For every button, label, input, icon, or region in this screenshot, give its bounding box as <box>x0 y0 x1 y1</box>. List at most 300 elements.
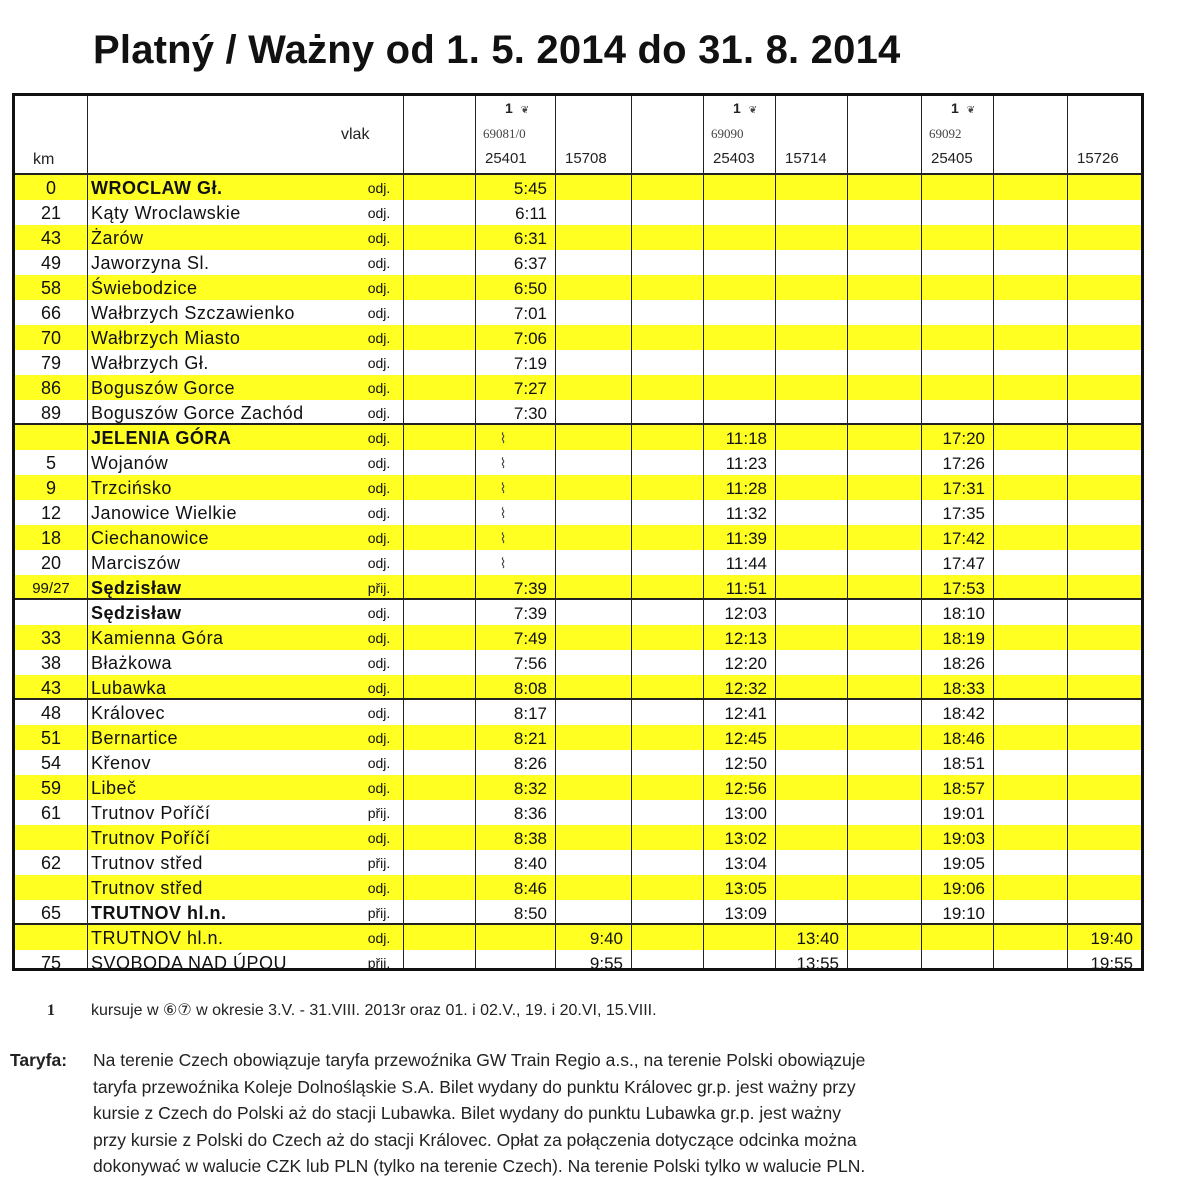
station-name: JELENIA GÓRA <box>91 428 232 448</box>
time-cell <box>1067 575 1133 600</box>
time-cell <box>1067 250 1133 275</box>
arrival-departure-label: odj. <box>367 555 391 571</box>
timetable-row <box>15 750 1141 775</box>
time-cell <box>703 925 767 950</box>
km-cell: 70 <box>40 328 62 348</box>
station-name: Kąty Wroclawskie <box>91 203 241 223</box>
arrival-departure-label: přij. <box>367 580 391 596</box>
time-cell <box>555 425 623 450</box>
train-mark: 1 <box>505 100 513 116</box>
arrival-departure-label: odj. <box>367 930 391 946</box>
grid-line <box>1067 96 1068 968</box>
time-cell <box>555 200 623 225</box>
time-cell <box>775 550 839 575</box>
time-cell <box>1067 775 1133 800</box>
timetable-row <box>15 600 1141 625</box>
time-cell: 12:32 <box>724 679 767 698</box>
km-cell: 12 <box>40 503 62 523</box>
time-cell: 11:44 <box>725 554 767 573</box>
time-cell <box>775 900 839 925</box>
train-number: 15708 <box>565 150 607 167</box>
time-cell: 19:05 <box>942 854 985 873</box>
station-name: Boguszów Gorce Zachód <box>91 403 304 423</box>
station-name: TRUTNOV hl.n. <box>91 903 227 923</box>
time-cell <box>555 900 623 925</box>
arrival-departure-label: odj. <box>367 380 391 396</box>
bicycle-icon: ❦ <box>520 105 530 116</box>
time-cell: 8:17 <box>513 704 547 723</box>
time-cell <box>775 375 839 400</box>
arrival-departure-label: odj. <box>367 605 391 621</box>
timetable-row <box>15 400 1141 425</box>
time-cell: 13:55 <box>796 954 839 973</box>
time-cell: 7:49 <box>513 629 547 648</box>
time-cell <box>775 175 839 200</box>
time-cell <box>555 325 623 350</box>
arrival-departure-label: přij. <box>367 955 391 971</box>
arrival-departure-label: odj. <box>367 705 391 721</box>
time-cell: 18:19 <box>942 629 985 648</box>
runs-elsewhere-mark: ⌇ <box>499 455 507 471</box>
time-cell <box>1067 525 1133 550</box>
time-cell <box>555 350 623 375</box>
timetable-row <box>15 850 1141 875</box>
km-cell <box>15 600 87 625</box>
time-cell: 13:09 <box>724 904 767 923</box>
arrival-departure-label: odj. <box>367 330 391 346</box>
time-cell <box>921 200 985 225</box>
runs-elsewhere-mark: ⌇ <box>499 430 507 446</box>
timetable-row <box>15 425 1141 450</box>
section-divider <box>15 173 1141 175</box>
time-cell <box>1067 300 1133 325</box>
time-cell <box>555 675 623 700</box>
time-cell: 11:39 <box>725 529 767 548</box>
km-cell: 5 <box>45 453 56 473</box>
time-cell <box>1067 550 1133 575</box>
train-annotation: 69092 <box>929 126 962 141</box>
station-name: Trutnov Poříčí <box>91 828 211 848</box>
time-cell <box>775 625 839 650</box>
timetable-row <box>15 375 1141 400</box>
train-footnote-mark <box>733 100 757 116</box>
time-cell <box>921 925 985 950</box>
time-cell <box>1067 675 1133 700</box>
time-cell <box>703 200 767 225</box>
station-name: Trutnov Poříčí <box>91 803 211 823</box>
time-cell <box>1067 600 1133 625</box>
time-cell <box>555 725 623 750</box>
time-cell: 7:01 <box>513 304 547 323</box>
station-name: Wojanów <box>91 453 169 473</box>
time-cell <box>1067 500 1133 525</box>
arrival-departure-label: odj. <box>367 230 391 246</box>
time-cell: 8:46 <box>513 879 547 898</box>
time-cell <box>555 775 623 800</box>
time-cell <box>775 325 839 350</box>
time-cell: 12:50 <box>724 754 767 773</box>
train-mark: 1 <box>733 100 741 116</box>
time-cell: 8:38 <box>513 829 547 848</box>
time-cell <box>555 550 623 575</box>
time-cell: 12:41 <box>724 704 767 723</box>
timetable-row <box>15 300 1141 325</box>
time-cell <box>703 350 767 375</box>
time-cell <box>1067 850 1133 875</box>
time-cell <box>555 500 623 525</box>
arrival-departure-label: odj. <box>367 505 391 521</box>
arrival-departure-label: odj. <box>367 755 391 771</box>
time-cell <box>555 475 623 500</box>
station-name: Boguszów Gorce <box>91 378 236 398</box>
km-cell: 38 <box>40 653 62 673</box>
train-annotation: 69090 <box>711 126 744 141</box>
time-cell <box>921 175 985 200</box>
page-title: Platný / Ważny od 1. 5. 2014 do 31. 8. 2014 <box>93 28 901 72</box>
km-cell: 49 <box>40 253 62 273</box>
station-name: Jaworzyna Sl. <box>91 253 210 273</box>
arrival-departure-label: odj. <box>367 730 391 746</box>
time-cell: 8:40 <box>513 854 547 873</box>
time-cell: 11:28 <box>725 479 767 498</box>
km-cell: 99/27 <box>32 580 70 597</box>
time-cell <box>703 275 767 300</box>
time-cell: 6:11 <box>515 204 547 223</box>
km-cell: 61 <box>40 803 62 823</box>
station-name: SVOBODA NAD ÚPOU <box>91 953 288 973</box>
bicycle-icon: ❦ <box>966 105 976 116</box>
grid-line <box>475 96 476 968</box>
time-cell <box>555 875 623 900</box>
time-cell <box>1067 750 1133 775</box>
timetable-row <box>15 825 1141 850</box>
station-name: Kamienna Góra <box>91 628 224 648</box>
km-cell: 0 <box>45 178 56 198</box>
arrival-departure-label: odj. <box>367 480 391 496</box>
time-cell <box>1067 900 1133 925</box>
km-cell <box>15 425 87 450</box>
km-cell: 65 <box>40 903 62 923</box>
timetable-row <box>15 625 1141 650</box>
time-cell <box>1067 475 1133 500</box>
station-name: Wałbrzych Gł. <box>91 353 209 373</box>
timetable-row <box>15 550 1141 575</box>
km-cell: 54 <box>40 753 62 773</box>
km-header: km <box>33 151 55 168</box>
time-cell: 12:20 <box>724 654 767 673</box>
time-cell <box>555 175 623 200</box>
time-cell <box>555 700 623 725</box>
km-cell: 33 <box>40 628 62 648</box>
runs-elsewhere-mark: ⌇ <box>499 530 507 546</box>
timetable-row <box>15 650 1141 675</box>
runs-elsewhere-mark: ⌇ <box>499 480 507 496</box>
time-cell <box>775 725 839 750</box>
timetable-row <box>15 475 1141 500</box>
timetable-row <box>15 800 1141 825</box>
station-name: Královec <box>91 703 166 723</box>
time-cell <box>775 875 839 900</box>
time-cell: 6:37 <box>513 254 547 273</box>
grid-line <box>631 96 632 968</box>
time-cell <box>775 750 839 775</box>
time-cell: 17:53 <box>942 579 985 598</box>
time-cell: 17:20 <box>942 429 985 448</box>
timetable-row <box>15 450 1141 475</box>
station-name: Bernartice <box>91 728 179 748</box>
km-cell <box>15 825 87 850</box>
train-number: 15714 <box>785 150 827 167</box>
timetable-row <box>15 775 1141 800</box>
time-cell <box>555 600 623 625</box>
time-cell <box>775 800 839 825</box>
time-cell <box>1067 625 1133 650</box>
station-name: Sędzisław <box>91 603 182 623</box>
time-cell <box>775 525 839 550</box>
time-cell: 11:23 <box>725 454 767 473</box>
timetable-row <box>15 200 1141 225</box>
time-cell <box>775 475 839 500</box>
time-cell <box>1067 225 1133 250</box>
time-cell <box>775 700 839 725</box>
time-cell <box>703 950 767 975</box>
arrival-departure-label: přij. <box>367 905 391 921</box>
time-cell <box>555 375 623 400</box>
time-cell <box>1067 450 1133 475</box>
section-divider <box>15 923 1141 925</box>
bicycle-icon: ❦ <box>748 105 758 116</box>
time-cell <box>775 200 839 225</box>
time-cell <box>921 950 985 975</box>
time-cell: 11:18 <box>725 429 767 448</box>
time-cell: 9:40 <box>589 929 623 948</box>
tariff-label: Taryfa: <box>10 1050 68 1070</box>
km-cell: 43 <box>40 228 62 248</box>
station-name: Lubawka <box>91 678 167 698</box>
time-cell <box>555 450 623 475</box>
grid-line <box>775 96 776 968</box>
time-cell <box>921 375 985 400</box>
section-divider <box>15 698 1141 700</box>
time-cell <box>775 250 839 275</box>
arrival-departure-label: odj. <box>367 880 391 896</box>
time-cell: 7:06 <box>513 329 547 348</box>
time-cell <box>775 675 839 700</box>
timetable-row <box>15 225 1141 250</box>
time-cell: 12:13 <box>724 629 767 648</box>
time-cell <box>775 775 839 800</box>
time-cell <box>555 525 623 550</box>
arrival-departure-label: odj. <box>367 780 391 796</box>
time-cell: 17:47 <box>942 554 985 573</box>
grid-line <box>555 96 556 968</box>
time-cell <box>1067 800 1133 825</box>
station-name: Sędzisław <box>91 578 182 598</box>
km-cell: 66 <box>40 303 62 323</box>
km-cell: 58 <box>40 278 62 298</box>
time-cell: 19:03 <box>942 829 985 848</box>
time-cell <box>921 300 985 325</box>
time-cell: 13:02 <box>724 829 767 848</box>
km-cell: 89 <box>40 403 62 423</box>
time-cell <box>555 850 623 875</box>
time-cell <box>1067 725 1133 750</box>
time-cell <box>921 275 985 300</box>
arrival-departure-label: odj. <box>367 405 391 421</box>
runs-elsewhere-mark: ⌇ <box>499 555 507 571</box>
timetable-row <box>15 575 1141 600</box>
time-cell: 7:39 <box>513 604 547 623</box>
time-cell: 6:50 <box>513 279 547 298</box>
time-cell <box>775 225 839 250</box>
train-footnote-mark <box>505 100 529 116</box>
train-mark: 1 <box>951 100 959 116</box>
section-divider <box>15 598 1141 600</box>
train-number: 25401 <box>485 150 527 167</box>
time-cell: 7:56 <box>513 654 547 673</box>
timetable-row <box>15 325 1141 350</box>
grid-line <box>403 96 404 968</box>
time-cell <box>921 400 985 425</box>
time-cell <box>1067 400 1133 425</box>
time-cell <box>775 500 839 525</box>
grid-line <box>847 96 848 968</box>
station-name: WROCLAW Gł. <box>91 178 223 198</box>
train-number: 15726 <box>1077 150 1119 167</box>
time-cell <box>703 325 767 350</box>
arrival-departure-label: odj. <box>367 305 391 321</box>
time-cell <box>555 300 623 325</box>
arrival-departure-label: odj. <box>367 280 391 296</box>
time-cell <box>1067 650 1133 675</box>
arrival-departure-label: odj. <box>367 180 391 196</box>
timetable <box>12 93 1144 971</box>
km-cell: 20 <box>40 553 62 573</box>
station-name: Trutnov střed <box>91 853 203 873</box>
time-cell <box>1067 825 1133 850</box>
grid-line <box>993 96 994 968</box>
timetable-row <box>15 675 1141 700</box>
time-cell: 19:01 <box>942 804 985 823</box>
arrival-departure-label: odj. <box>367 355 391 371</box>
time-cell <box>555 400 623 425</box>
arrival-departure-label: odj. <box>367 255 391 271</box>
arrival-departure-label: odj. <box>367 205 391 221</box>
time-cell <box>555 575 623 600</box>
station-name: Błażkowa <box>91 653 173 673</box>
time-cell <box>475 925 547 950</box>
time-cell <box>1067 175 1133 200</box>
time-cell <box>703 400 767 425</box>
station-name: Ciechanowice <box>91 528 210 548</box>
time-cell: 18:42 <box>942 704 985 723</box>
time-cell <box>555 800 623 825</box>
station-name: Świebodzice <box>91 278 198 298</box>
footnote-text: kursuje w ⑥⑦ w okresie 3.V. - 31.VIII. 2013r oraz 01. i 02.V., 19. i 20.VI, 15.VIII. <box>91 1002 657 1019</box>
timetable-row <box>15 875 1141 900</box>
footnote-mark: 1 <box>47 1002 55 1019</box>
grid-line <box>921 96 922 968</box>
km-cell: 59 <box>40 778 62 798</box>
time-cell: 17:26 <box>942 454 985 473</box>
timetable-row <box>15 500 1141 525</box>
tariff-text: Na terenie Czech obowiązuje taryfa przewoźnika GW Train Regio a.s., na terenie Polski obowiązuje taryfa przewoźnika Koleje Dolnośląskie S.A. Bilet wydany do punktu Královec gr.p. jest ważny przy kursie z Czech do Polski aż do stacji Lubawka. Bilet wydany do punktu Lubawka gr.p. jest ważny przy kursie z Polski do Czech aż do stacji Královec. Opłat za połączenia dotyczące odcinka można dokonywać w walucie CZK lub PLN (tylko na terenie Czech). Na terenie Polski tylko w walucie PLN. <box>93 1050 866 1176</box>
time-cell <box>555 250 623 275</box>
time-cell: 7:27 <box>513 379 547 398</box>
footnote <box>47 1000 657 1020</box>
time-cell <box>775 650 839 675</box>
grid-line <box>703 96 704 968</box>
time-cell <box>703 175 767 200</box>
arrival-departure-label: odj. <box>367 630 391 646</box>
time-cell <box>703 250 767 275</box>
time-cell <box>921 225 985 250</box>
time-cell <box>775 825 839 850</box>
time-cell <box>921 325 985 350</box>
timetable-row <box>15 350 1141 375</box>
time-cell: 19:40 <box>1090 929 1133 948</box>
time-cell: 5:45 <box>513 179 547 198</box>
time-cell: 7:30 <box>513 404 547 423</box>
km-cell: 79 <box>40 353 62 373</box>
arrival-departure-label: odj. <box>367 430 391 446</box>
km-cell: 75 <box>40 953 62 973</box>
time-cell: 8:50 <box>513 904 547 923</box>
timetable-row <box>15 700 1141 725</box>
time-cell <box>1067 325 1133 350</box>
km-cell: 62 <box>40 853 62 873</box>
time-cell <box>1067 200 1133 225</box>
time-cell <box>703 300 767 325</box>
km-cell <box>15 875 87 900</box>
time-cell: 8:08 <box>513 679 547 698</box>
time-cell <box>555 625 623 650</box>
time-cell: 8:21 <box>513 729 547 748</box>
time-cell <box>921 250 985 275</box>
time-cell <box>1067 875 1133 900</box>
station-name: Wałbrzych Miasto <box>91 328 241 348</box>
time-cell: 12:45 <box>724 729 767 748</box>
time-cell: 12:56 <box>724 779 767 798</box>
time-cell: 18:33 <box>942 679 985 698</box>
km-cell: 18 <box>40 528 62 548</box>
arrival-departure-label: odj. <box>367 455 391 471</box>
timetable-row <box>15 525 1141 550</box>
km-cell: 21 <box>40 203 62 223</box>
station-name: Żarów <box>91 228 144 248</box>
time-cell: 19:10 <box>942 904 985 923</box>
station-name: TRUTNOV hl.n. <box>91 928 224 948</box>
time-cell <box>555 225 623 250</box>
station-name: Trutnov střed <box>91 878 203 898</box>
time-cell <box>775 850 839 875</box>
time-cell: 8:36 <box>513 804 547 823</box>
timetable-row <box>15 725 1141 750</box>
timetable-row <box>15 950 1141 975</box>
timetable-row <box>15 900 1141 925</box>
time-cell: 18:10 <box>942 604 985 623</box>
arrival-departure-label: odj. <box>367 680 391 696</box>
arrival-departure-label: odj. <box>367 830 391 846</box>
time-cell: 17:35 <box>942 504 985 523</box>
time-cell: 7:39 <box>513 579 547 598</box>
time-cell: 13:05 <box>724 879 767 898</box>
time-cell <box>1067 425 1133 450</box>
time-cell: 8:32 <box>513 779 547 798</box>
timetable-row <box>15 250 1141 275</box>
time-cell <box>775 350 839 375</box>
time-cell <box>775 600 839 625</box>
